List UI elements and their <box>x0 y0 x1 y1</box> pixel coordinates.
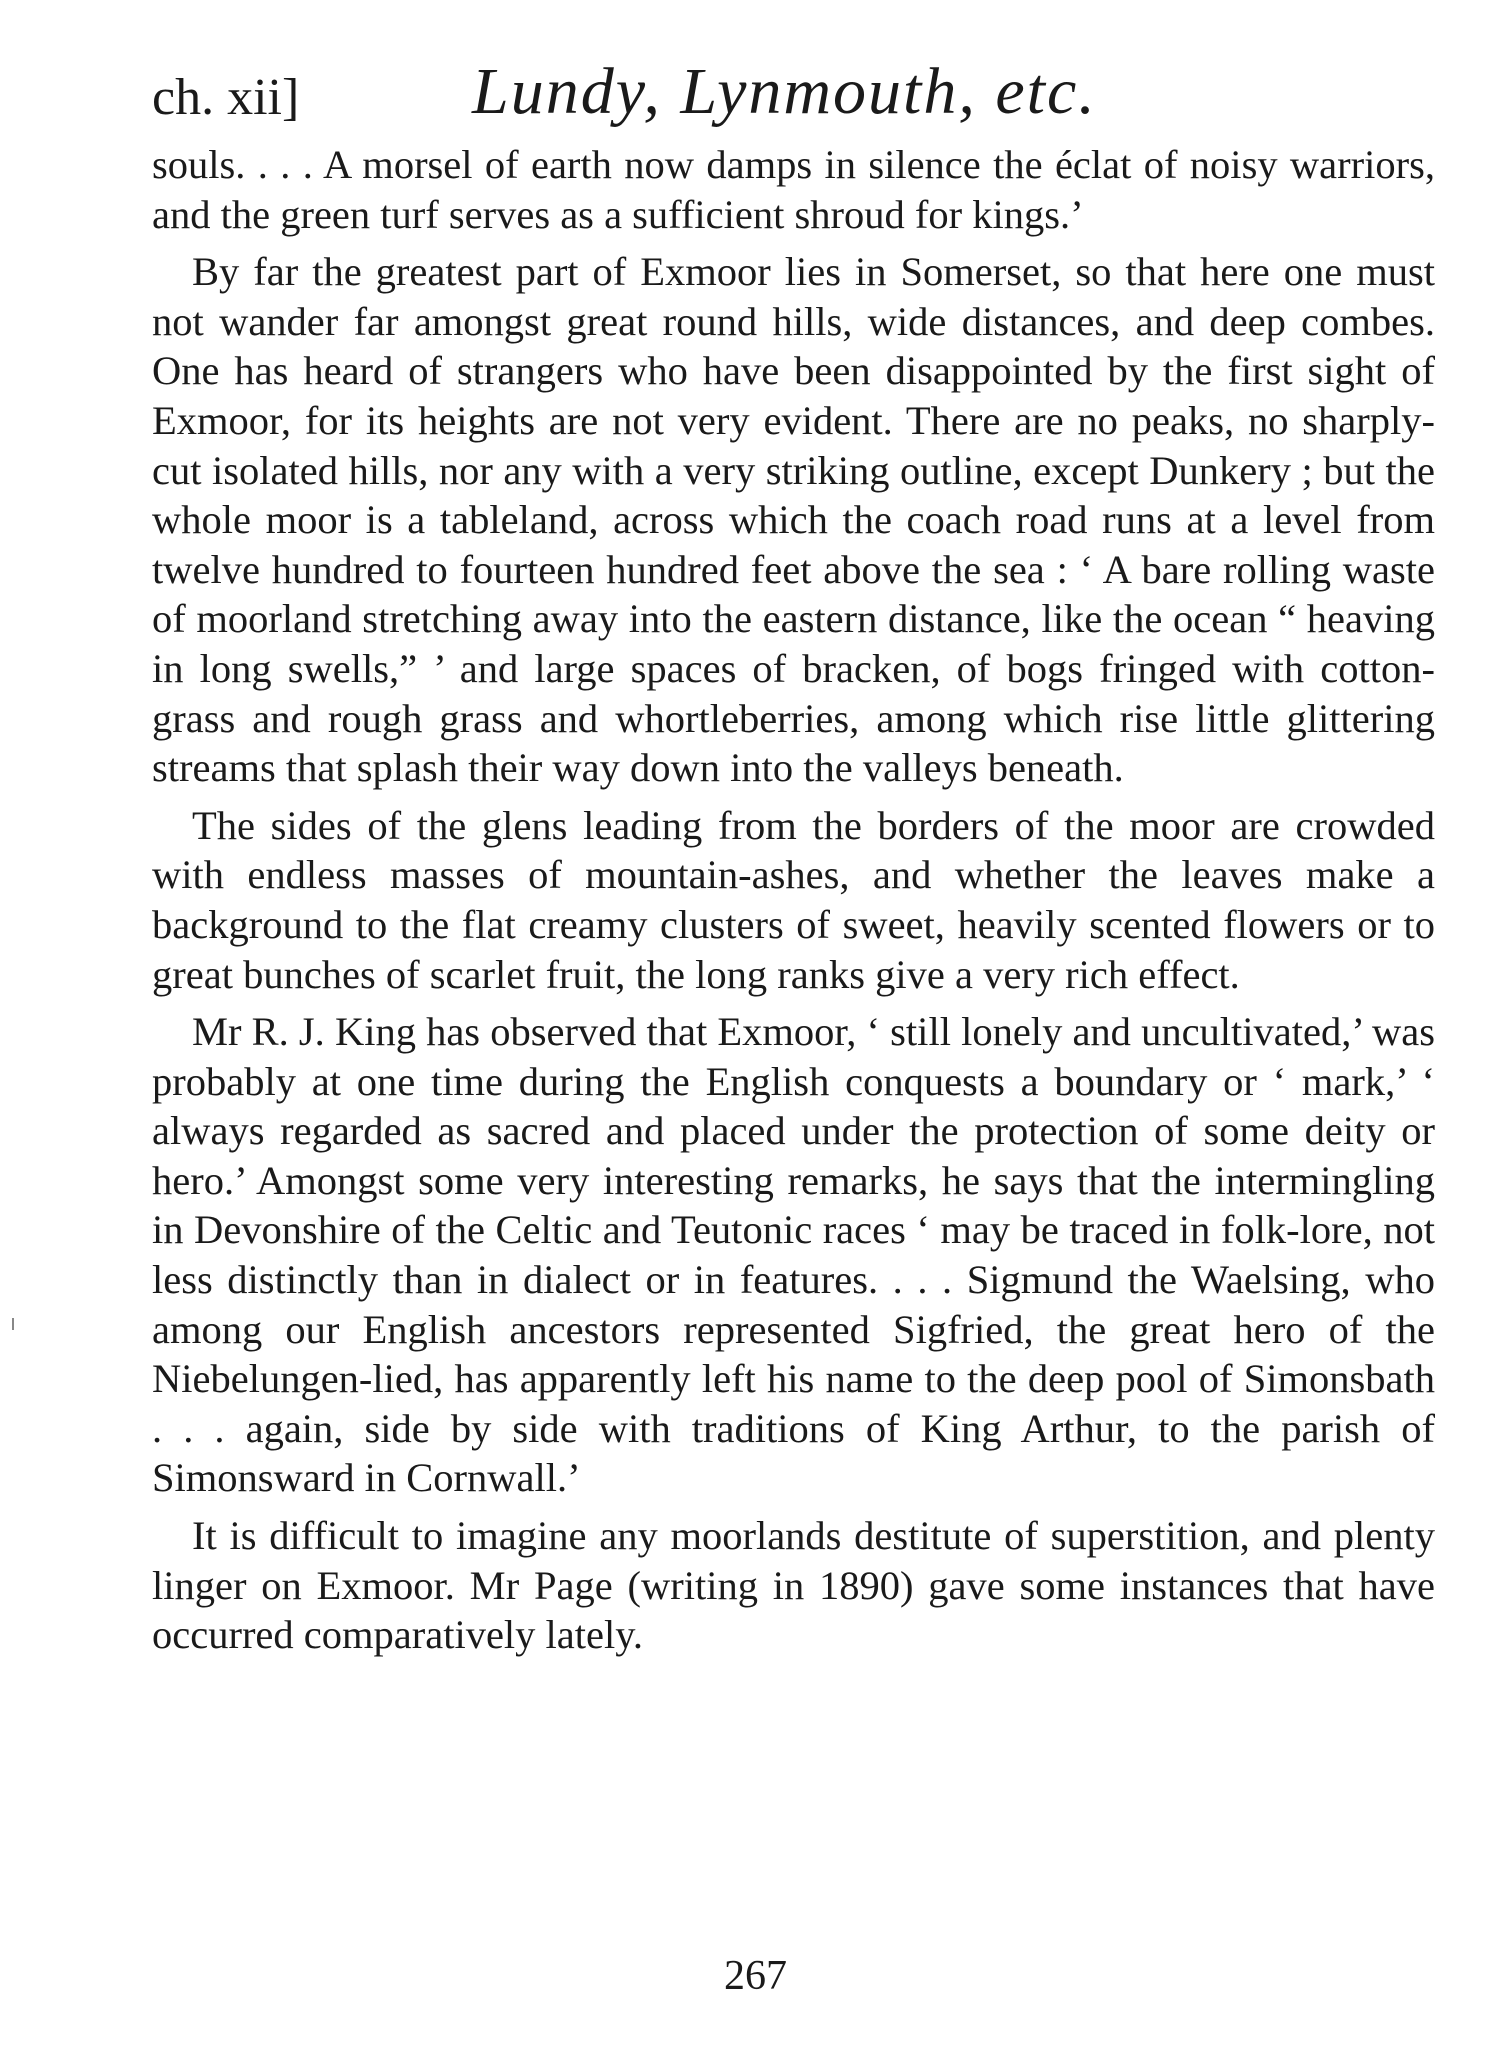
chapter-reference: ch. xii] <box>152 69 300 126</box>
paragraph-superstition: It is difficult to imagine any moorlands destitute of superstition, and plenty linger on Exmoor. Mr Page (writing in 1890) gave some instances that have occurred comparatively lately. <box>152 1513 1435 1658</box>
running-title: Lundy, Lynmouth, etc. <box>472 55 1097 128</box>
paragraph-glens: The sides of the glens leading from the borders of the moor are crowded with endless masses of mountain-ashes, and whether the leaves make a background to the flat creamy clusters of sweet, heavily scented flowers or to great bunches of scarlet fruit, the long ranks give a very rich effect. <box>152 802 1435 997</box>
page-number: 267 <box>724 1953 787 1999</box>
paragraph-king-observation: Mr R. J. King has observed that Exmoor, ‘ still lonely and uncultivated,’ was probably at one time during the English conquests a boundary or ‘ mark,’ ‘ always regarded as sacred and placed under the protection of some deity or hero.’ Amongst some very interesting remarks, he says that the intermingling in Devonshire of the Celtic and Teutonic races ‘ may be traced in folk-lore, not less distinctly than in dialect or in features. . . . Sigmund the Waelsing, who among our English ancestors represented Sigfried, the great hero of the Niebelungen-lied, has apparently left his name to the deep pool of Simonsbath . . . again, side by side with traditions of King Arthur, to the parish of Simonsward in Cornwall.’ <box>152 1009 1435 1501</box>
running-head <box>152 52 1435 132</box>
paragraph-exmoor-somerset: By far the greatest part of Exmoor lies in Somerset, so that here one must not wander far amongst great round hills, wide distances, and deep combes. One has heard of strangers who have been disappointed by the first sight of Exmoor, for its heights are not very evident. There are no peaks, no sharply-cut isolated hills, nor any with a very striking outline, except Dunkery ; but the whole moor is a tableland, across which the coach road runs at a level from twelve hundred to fourteen hundred feet above the sea : ‘ A bare rolling waste of moorland stretching away into the eastern distance, like the ocean “ heaving in long swells,” ’ and large spaces of bracken, of bogs fringed with cotton-grass and rough grass and whortleberries, among which rise little glittering streams that splash their way down into the valleys beneath. <box>152 249 1435 791</box>
margin-speck <box>12 1318 14 1330</box>
paragraph-continuation: souls. . . . A morsel of earth now damps in silence the éclat of noisy warriors, and the green turf serves as a sufficient shroud for kings.’ <box>152 142 1435 237</box>
body-text <box>152 140 1435 1668</box>
